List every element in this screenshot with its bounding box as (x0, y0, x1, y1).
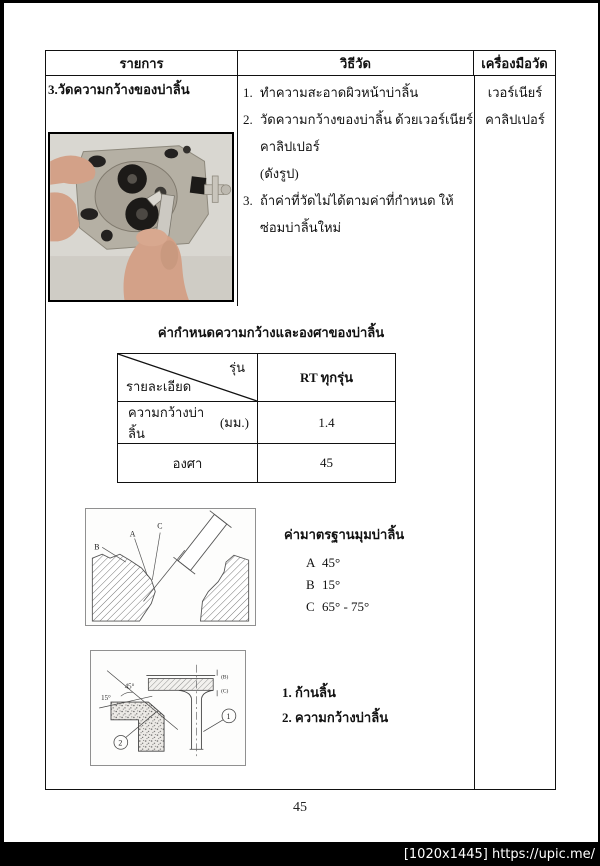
spec-row-angle (118, 444, 395, 482)
diagram2-legend (282, 680, 388, 730)
diagram1-label-c: C (157, 521, 163, 531)
scan-border-top (0, 0, 600, 3)
spec-row-value: 45 (320, 455, 333, 470)
item-title: 3.วัดความกว้างของบ่าลิ้น (48, 82, 190, 97)
angle-value: 15° (322, 577, 341, 592)
legend-item-seat-width: 2. ความกว้างบ่าลิ้น (282, 710, 389, 725)
diagram2-callout-1: 1 (226, 711, 231, 721)
header-item-column: รายการ (46, 51, 238, 75)
diagram2-dim-b: (B) (221, 674, 229, 681)
method-steps (243, 79, 473, 241)
step-3 (243, 187, 473, 241)
step-number: 1. (243, 85, 253, 100)
spec-row-width (118, 402, 395, 444)
angle-item-b (284, 574, 404, 596)
step-number: 2. (243, 112, 253, 127)
diagram2-callout-2: 2 (118, 738, 123, 748)
seat-angle-drawing (86, 509, 255, 625)
tool-name-line1: เวอร์เนียร์ (487, 85, 543, 100)
spec-table-title: ค่ากำหนดความกว้างและองศาของบ่าลิ้น (157, 325, 385, 340)
diagram2-angle-45: 45° (124, 683, 135, 691)
angle-value: 65° - 75° (322, 599, 370, 614)
legend-item-stem: 1. ก้านลิ้น (282, 685, 336, 700)
step-text: (ดังรูป) (260, 166, 299, 181)
procedure-content-cell (46, 76, 474, 789)
page-number: 45 (293, 800, 307, 815)
angle-standard-title: ค่ามาตรฐานมุมบ่าลิ้น (284, 527, 405, 542)
step-text: วัดความกว้างของบ่าลิ้น ด้วยเวอร์เนียร์คาลิปเปอร์ (260, 112, 473, 154)
header-method-column: วิธีวัด (238, 51, 474, 75)
step-2-continued (243, 160, 473, 187)
corner-label-model: รุ่น (229, 360, 245, 375)
stem-seat-drawing (91, 651, 245, 765)
angle-item-a (284, 552, 404, 574)
tool-cell (474, 76, 555, 789)
photo-illustration (50, 134, 232, 300)
valve-stem-seat-diagram (90, 650, 246, 766)
spec-table (117, 353, 396, 483)
step-number (243, 160, 260, 187)
procedure-table (45, 50, 556, 790)
spec-row-label: ความกว้างบ่าลิ้น (128, 404, 205, 441)
corner-label-detail: รายละเอียด (126, 379, 192, 394)
procedure-table-header (46, 51, 555, 76)
scan-border-left (0, 0, 4, 842)
watermark-text: [1020x1445] https://upic.me/ (403, 846, 595, 862)
step-2 (243, 106, 473, 160)
angle-key: C (306, 599, 315, 614)
diagram1-label-b: B (94, 542, 100, 552)
angle-key: A (306, 555, 316, 570)
diagram1-label-a: A (129, 529, 136, 539)
angle-item-c (284, 596, 404, 618)
cylinder-head-measurement-photo (48, 132, 234, 302)
diagram2-dim-c: (C) (221, 688, 229, 695)
procedure-table-body (46, 76, 555, 789)
angle-key: B (306, 577, 315, 592)
step-text: ทำความสะอาดผิวหน้าบ่าลิ้น (260, 85, 419, 100)
step-number: 3. (243, 193, 253, 208)
tool-name-line2: คาลิปเปอร์ (485, 112, 545, 127)
valve-seat-angle-diagram (85, 508, 256, 626)
angle-standard-block (284, 524, 404, 618)
column-divider-line (237, 76, 239, 306)
spec-row-label-cell (118, 444, 258, 482)
spec-row-unit: (มม.) (219, 415, 249, 430)
spec-row-label-cell (118, 402, 258, 443)
spec-row-label: องศา (172, 455, 203, 471)
step-text: ถ้าค่าที่วัดไม่ได้ตามค่าที่กำหนด ให้ซ่อมบ่าลิ้นใหม่ (260, 193, 454, 235)
spec-model-header: RT ทุกรุ่น (300, 370, 353, 385)
spec-corner-cell (118, 354, 258, 401)
header-tool-column: เครื่องมือวัด (481, 55, 548, 71)
watermark-bar (0, 842, 600, 866)
angle-value: 45° (322, 555, 341, 570)
diagram2-angle-15: 15° (101, 695, 111, 703)
spec-header-row (118, 354, 395, 402)
step-1 (243, 79, 473, 106)
spec-row-value: 1.4 (318, 414, 335, 430)
